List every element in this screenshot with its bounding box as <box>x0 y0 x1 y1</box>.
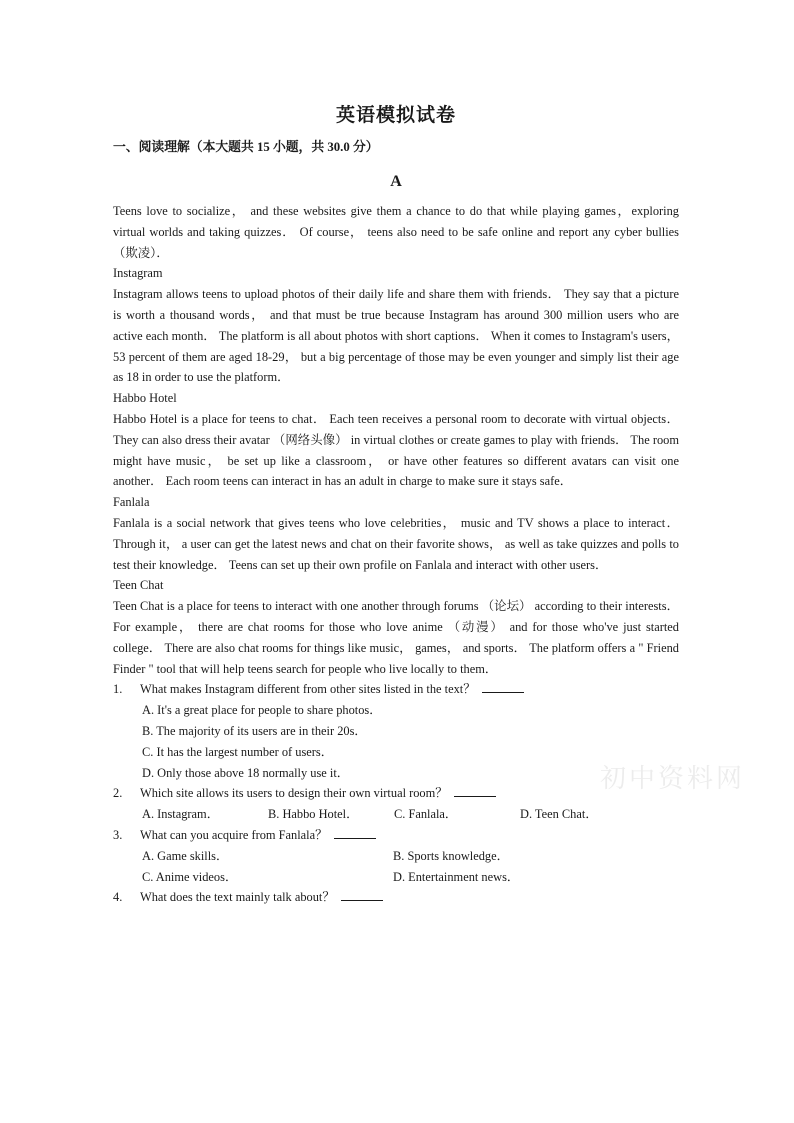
option[interactable]: D. Entertainment news． <box>393 869 520 884</box>
answer-blank[interactable] <box>341 888 383 901</box>
option[interactable]: A. Instagram． <box>142 807 220 822</box>
site-heading-instagram: Instagram <box>113 266 163 281</box>
page-title: 英语模拟试卷 <box>335 105 456 126</box>
site-heading-habbo-hotel: Habbo Hotel <box>113 391 177 406</box>
watermark: 初中资料网 <box>600 764 746 794</box>
option[interactable]: C. It has the largest number of users． <box>142 744 334 759</box>
question-number: 2. <box>113 786 123 801</box>
answer-blank[interactable] <box>454 784 496 797</box>
options-q1 <box>113 700 679 783</box>
answer-blank[interactable] <box>334 826 376 839</box>
option[interactable]: A. It's a great place for people to share photos． <box>142 703 382 718</box>
option[interactable]: B. The majority of its users are in their 20s． <box>142 723 367 738</box>
question-text: What does the text mainly talk about？ <box>140 890 335 905</box>
passage-label: A <box>390 173 402 190</box>
question-text: What makes Instagram different from other sites listed in the text？ <box>140 682 476 697</box>
site-heading-teen-chat: Teen Chat <box>113 578 164 593</box>
site-text-fanlala: Fanlala is a social network that gives teens who love celebrities， music and TV shows a place to interact． Through it， a user can get the latest news and chat on their favorite shows， as well as take quizzes and polls to test their knowledge． Teens can set up their own profile on Fanlala and interact with other users． <box>113 515 679 572</box>
question-number: 3. <box>113 827 123 842</box>
option[interactable]: B. Sports knowledge． <box>393 848 509 863</box>
options-q2 <box>113 804 679 825</box>
question-3 <box>113 825 679 846</box>
question-2 <box>113 783 679 804</box>
question-4 <box>113 887 679 908</box>
exam-page <box>113 100 679 908</box>
question-text: What can you acquire from Fanlala？ <box>140 827 328 842</box>
question-text: Which site allows its users to design their own virtual room？ <box>140 786 448 801</box>
question-1 <box>113 679 679 700</box>
option[interactable]: C. Fanlala． <box>394 807 458 822</box>
option[interactable]: D. Teen Chat． <box>520 807 598 822</box>
question-number: 4. <box>113 890 123 905</box>
site-text-teen-chat: Teen Chat is a place for teens to interact with one another through forums （论坛） according to their interests． For example， there are chat rooms for those who love anime （动漫） and for those who've just started college． There are also chat rooms for things like music， games， and sports． The platform offers a " Friend Finder " tool that will help teens search for people who live locally to them． <box>113 599 679 676</box>
site-text-instagram: Instagram allows teens to upload photos of their daily life and share them with friends． They say that a picture is worth a thousand words， and that must be true because Instagram has around 300 million users who are active each month． The platform is all about photos with short captions． When it comes to Instagram's users， 53 percent of them are aged 18-29， but a big percentage of those may be even younger and simply list their age as 18 in order to use the platform． <box>113 287 679 385</box>
site-text-habbo-hotel: Habbo Hotel is a place for teens to chat． Each teen receives a personal room to decorate with virtual objects． They can also dress their avatar （网络头像） in virtual clothes or create games to play with friends． The room might have music， be set up like a classroom， or have other features so different avatars can visit one another． Each room teens can interact in has an adult in charge to make sure it stays safe． <box>113 411 679 489</box>
options-q3 <box>113 846 679 888</box>
site-heading-fanlala: Fanlala <box>113 495 150 510</box>
answer-blank[interactable] <box>482 680 524 693</box>
passage-intro: Teens love to socialize， and these websites give them a chance to do that while playing games，exploring virtual worlds and taking quizzes． Of course， teens also need to be safe online and report any cyber bullies （欺凌）． <box>113 204 679 260</box>
section-heading: 一、阅读理解（本大题共 15 小题，共 30.0 分） <box>113 140 379 154</box>
option[interactable]: C. Anime videos． <box>142 869 238 884</box>
option[interactable]: A. Game skills． <box>142 848 229 863</box>
question-number: 1. <box>113 682 123 697</box>
option[interactable]: B. Habbo Hotel． <box>268 807 359 822</box>
option[interactable]: D. Only those above 18 normally use it． <box>142 765 350 780</box>
